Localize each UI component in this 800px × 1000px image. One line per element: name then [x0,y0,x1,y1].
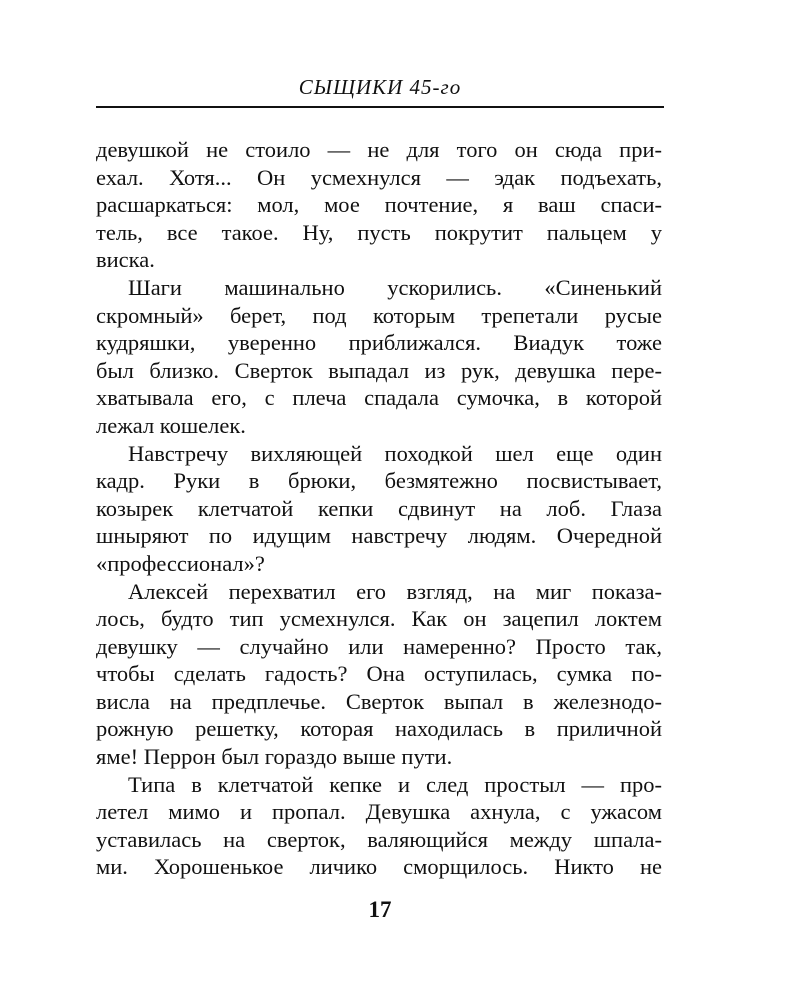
text-line: ми. Хорошенькое личико сморщилось. Никто не [96,854,662,880]
text-line: висла на предплечье. Сверток выпал в железнодо- [96,688,662,714]
text-line: девушкой не стоило — не для того он сюда при- [96,137,662,162]
paragraph [96,274,662,440]
text-line: расшаркаться: мол, мое почтение, я ваш спаси- [96,192,662,218]
text-line: Алексей перехватил его взгляд, на миг показа- [128,578,662,604]
text-line: ехал. Хотя... Он усмехнулся — эдак подъехать, [96,164,662,190]
text-line: хватывала его, с плеча спадала сумочка, в которой [96,385,662,411]
paragraph [96,136,662,274]
body-text [96,136,662,881]
header-rule [96,106,664,108]
running-head: СЫЩИКИ 45-го [298,75,462,99]
text-line: Навстречу вихляющей походкой шел еще один [128,440,662,466]
text-line: Типа в клетчатой кепке и след простыл — про- [128,771,662,797]
text-line: чтобы сделать гадость? Она оступилась, сумка по- [96,661,662,687]
text-line: яме! Перрон был гораздо выше пути. [96,744,453,770]
text-line: шныряют по идущим навстречу людям. Очередной [96,523,662,549]
text-line: летел мимо и пропал. Девушка ахнула, с ужасом [96,799,662,825]
text-line: девушку — случайно или намеренно? Просто так, [96,633,662,659]
text-line: кудряшки, уверенно приближался. Виадук тоже [96,330,662,356]
text-line: Шаги машинально ускорились. «Синенький [128,274,662,300]
text-line: виска. [96,247,155,273]
paragraph [96,578,662,771]
text-line: козырек клетчатой кепки сдвинут на лоб. Глаза [96,495,662,521]
text-line: был близко. Сверток выпадал из рук, девушка пере- [96,357,662,383]
paragraph [96,771,662,881]
text-line: тель, все такое. Ну, пусть покрутит пальцем у [96,219,662,245]
text-line: скромный» берет, под которым трепетали русые [96,302,662,328]
text-line: «профессионал»? [96,550,265,576]
text-line: лось, будто тип усмехнулся. Как он зацепил локтем [96,606,662,632]
page-number: 17 [368,897,392,922]
text-line: рожную решетку, которая находилась в приличной [96,716,662,742]
paragraph [96,440,662,578]
text-line: кадр. Руки в брюки, безмятежно посвистывает, [96,468,662,494]
text-line: лежал кошелек. [96,412,246,438]
text-line: уставилась на сверток, валяющийся между шпала- [96,826,662,852]
